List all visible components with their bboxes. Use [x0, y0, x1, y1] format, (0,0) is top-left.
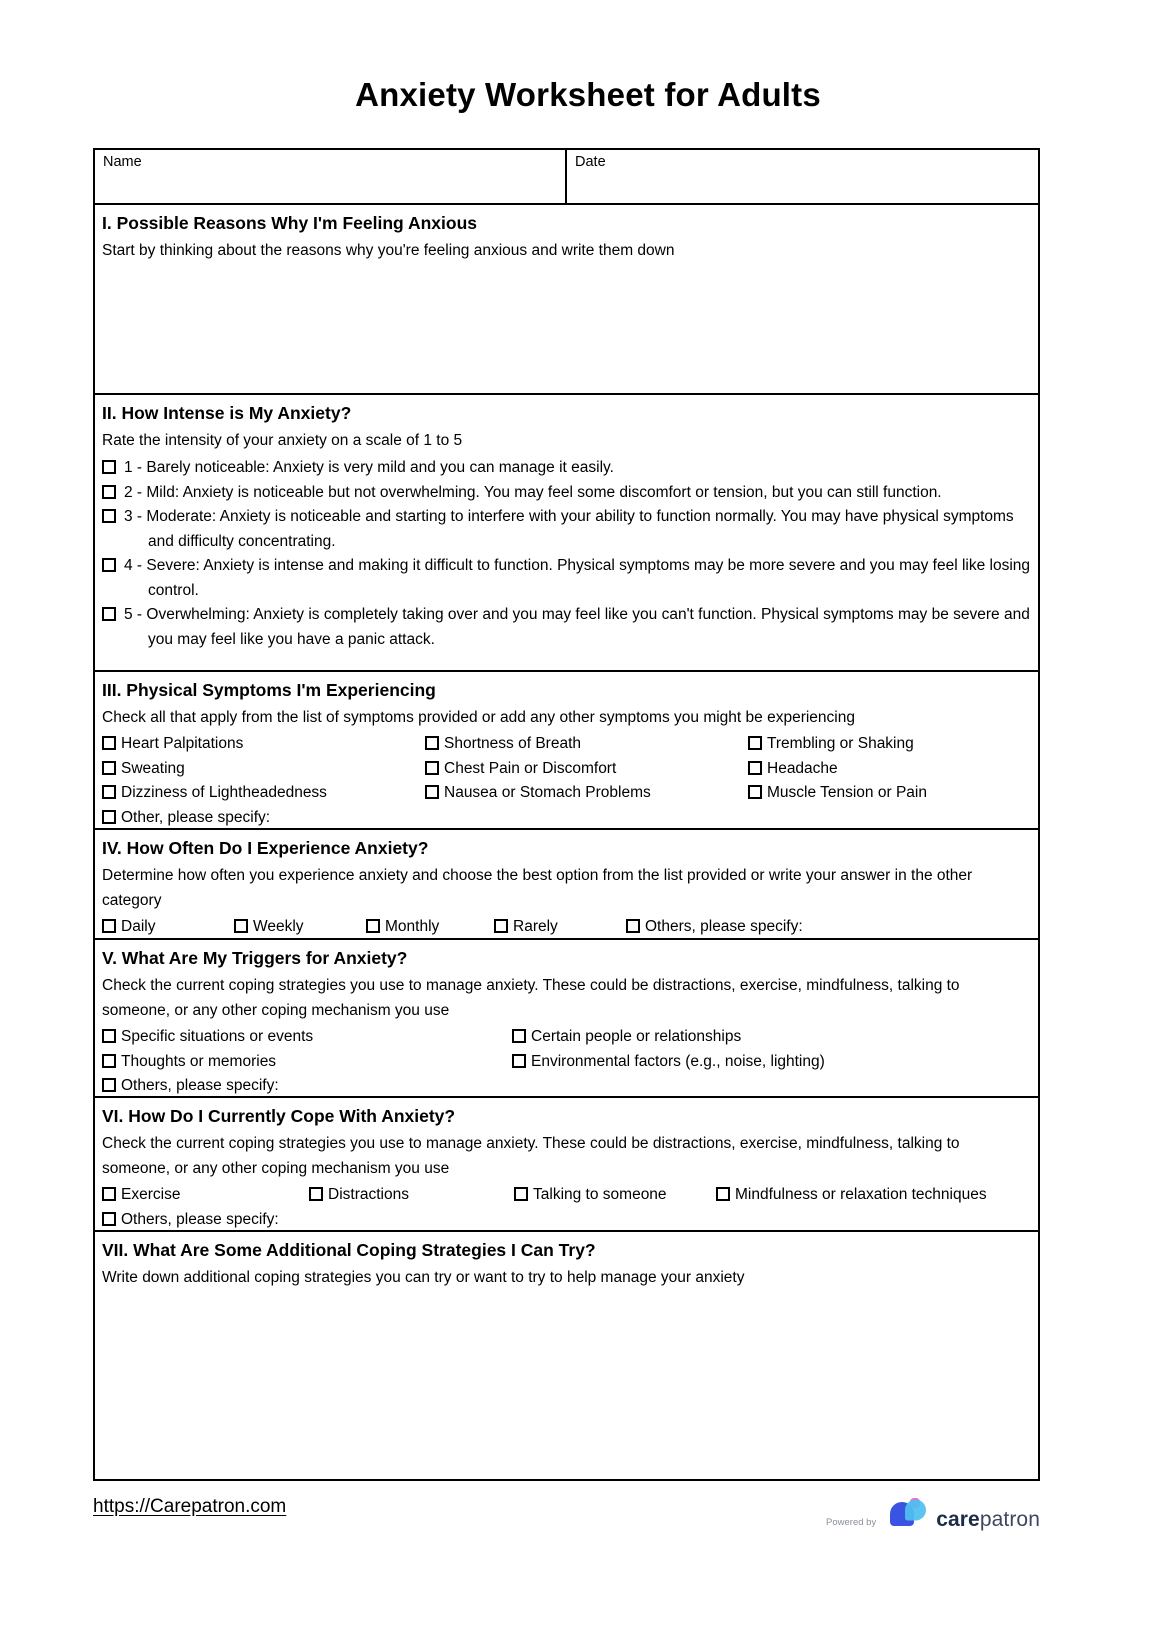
coping-label: Distractions [328, 1186, 409, 1203]
checkbox-intensity-5[interactable] [102, 607, 116, 621]
powered-by-label: Powered by [826, 1516, 877, 1528]
intensity-5-label: 5 - Overwhelming: Anxiety is completely taking over and you may feel like you can't function. Physical symptoms may be severe and you may feel like you have a panic attack. [124, 606, 1030, 648]
carepatron-brand [826, 1498, 1040, 1540]
section-7-heading: VII. What Are Some Additional Coping Strategies I Can Try? [102, 1240, 596, 1260]
checkbox-distractions[interactable] [309, 1187, 323, 1201]
coping-label: Exercise [121, 1186, 181, 1203]
section-6-heading: VI. How Do I Currently Cope With Anxiety? [102, 1106, 456, 1126]
list-item [512, 1025, 1031, 1050]
symptom-label: Muscle Tension or Pain [767, 784, 927, 801]
checkbox-certain-people[interactable] [512, 1029, 526, 1043]
section-additional-strategies[interactable] [95, 1230, 1038, 1479]
section-2-description: Rate the intensity of your anxiety on a scale of 1 to 5 [102, 432, 463, 449]
coping-label: Mindfulness or relaxation techniques [735, 1186, 987, 1203]
name-field[interactable] [95, 150, 567, 203]
symptom-label: Dizziness of Lightheadedness [121, 784, 327, 801]
list-item [102, 757, 425, 782]
carepatron-link[interactable]: https://Carepatron.com [93, 1496, 287, 1517]
section-1-heading: I. Possible Reasons Why I'm Feeling Anxious [102, 213, 477, 233]
list-item [309, 1183, 514, 1208]
worksheet-form [93, 148, 1040, 1481]
section-7-description: Write down additional coping strategies you can try or want to try to help manage your anxiety [102, 1269, 745, 1286]
brand-name [936, 1508, 1040, 1532]
triggers-grid [102, 1025, 1031, 1074]
trigger-label: Certain people or relationships [531, 1028, 742, 1045]
section-5-description: Check the current coping strategies you use to manage anxiety. These could be distractions, exercise, mindfulness, talking to someone, or any other coping mechanism you use [102, 977, 960, 1019]
section-3-description: Check all that apply from the list of symptoms provided or add any other symptoms you might be experiencing [102, 709, 855, 726]
checkbox-sweating[interactable] [102, 761, 116, 775]
section-6-description: Check the current coping strategies you use to manage anxiety. These could be distractions, exercise, mindfulness, talking to someone, or any other coping mechanism you use [102, 1135, 960, 1177]
symptoms-grid [102, 732, 1031, 806]
symptom-label: Nausea or Stomach Problems [444, 784, 651, 801]
list-item [234, 915, 366, 940]
list-item [102, 732, 425, 757]
list-item [102, 1183, 309, 1208]
section-anxiety-frequency [95, 828, 1038, 938]
checkbox-talking-to-someone[interactable] [514, 1187, 528, 1201]
brand-patron: patron [979, 1508, 1040, 1531]
checkbox-exercise[interactable] [102, 1187, 116, 1201]
symptom-label: Headache [767, 759, 838, 777]
list-item [425, 781, 748, 806]
checkbox-frequency-other[interactable] [626, 919, 640, 933]
frequency-label: Rarely [513, 918, 558, 935]
checkbox-trembling-shaking[interactable] [748, 736, 762, 750]
page-title: Anxiety Worksheet for Adults [355, 76, 821, 113]
checkbox-intensity-2[interactable] [102, 485, 116, 499]
checkbox-intensity-3[interactable] [102, 509, 116, 523]
checkbox-daily[interactable] [102, 919, 116, 933]
list-item [102, 1025, 512, 1050]
section-1-description: Start by thinking about the reasons why you're feeling anxious and write them down [102, 242, 675, 259]
list-item [102, 1050, 512, 1075]
list-item [102, 1074, 1031, 1099]
list-item [626, 915, 803, 940]
frequency-other-label: Others, please specify: [645, 918, 803, 935]
carepatron-logo-icon [888, 1498, 928, 1540]
intensity-1-label: 1 - Barely noticeable: Anxiety is very mild and you can manage it easily. [124, 459, 614, 476]
checkbox-weekly[interactable] [234, 919, 248, 933]
checkbox-dizziness[interactable] [102, 785, 116, 799]
checkbox-environmental-factors[interactable] [512, 1054, 526, 1068]
list-item [102, 505, 1031, 554]
list-item [494, 915, 626, 940]
checkbox-shortness-of-breath[interactable] [425, 736, 439, 750]
coping-other-label: Others, please specify: [121, 1210, 279, 1228]
list-item [425, 757, 748, 782]
list-item [102, 806, 1031, 831]
symptom-other-label: Other, please specify: [121, 808, 271, 826]
name-date-row [95, 150, 1038, 205]
section-4-heading: IV. How Often Do I Experience Anxiety? [102, 838, 429, 858]
intensity-2-label: 2 - Mild: Anxiety is noticeable but not overwhelming. You may feel some discomfort or tension, but you can still function. [124, 483, 942, 501]
checkbox-mindfulness[interactable] [716, 1187, 730, 1201]
list-item [102, 1208, 1031, 1233]
list-item [748, 757, 1031, 782]
trigger-label: Environmental factors (e.g., noise, lighting) [531, 1052, 825, 1070]
list-item [748, 732, 1031, 757]
section-5-heading: V. What Are My Triggers for Anxiety? [102, 948, 408, 968]
list-item [716, 1183, 987, 1208]
intensity-scale-list [102, 456, 1031, 652]
list-item [366, 915, 494, 940]
section-anxiety-intensity [95, 393, 1038, 670]
section-4-description: Determine how often you experience anxiety and choose the best option from the list provided or write your answer in the other category [102, 867, 973, 909]
section-physical-symptoms [95, 670, 1038, 828]
checkbox-specific-situations[interactable] [102, 1029, 116, 1043]
checkbox-trigger-other[interactable] [102, 1078, 116, 1092]
section-2-heading: II. How Intense is My Anxiety? [102, 403, 352, 423]
section-3-heading: III. Physical Symptoms I'm Experiencing [102, 680, 436, 700]
list-item [102, 915, 234, 940]
symptom-label: Shortness of Breath [444, 735, 581, 752]
checkbox-symptom-other[interactable] [102, 810, 116, 824]
list-item [102, 456, 1031, 481]
footer [93, 1496, 1040, 1540]
section-possible-reasons[interactable] [95, 205, 1038, 393]
trigger-other-label: Others, please specify: [121, 1077, 279, 1094]
list-item [102, 554, 1031, 603]
date-label: Date [575, 154, 606, 170]
checkbox-rarely[interactable] [494, 919, 508, 933]
date-field[interactable] [567, 150, 1038, 203]
checkbox-muscle-tension[interactable] [748, 785, 762, 799]
coping-options-row [102, 1183, 1031, 1208]
list-item [514, 1183, 716, 1208]
checkbox-intensity-1[interactable] [102, 460, 116, 474]
coping-label: Talking to someone [533, 1186, 667, 1203]
intensity-4-label: 4 - Severe: Anxiety is intense and making it difficult to function. Physical symptoms may be more severe and you may feel like losing control. [124, 557, 1031, 599]
frequency-label: Weekly [253, 918, 304, 935]
list-item [425, 732, 748, 757]
list-item [102, 481, 1031, 506]
name-label: Name [103, 154, 142, 170]
intensity-3-label: 3 - Moderate: Anxiety is noticeable and starting to interfere with your ability to function normally. You may have physical symptoms and difficulty concentrating. [124, 508, 1014, 550]
frequency-label: Monthly [385, 918, 440, 935]
trigger-label: Thoughts or memories [121, 1052, 277, 1070]
checkbox-intensity-4[interactable] [102, 558, 116, 572]
symptom-label: Chest Pain or Discomfort [444, 759, 617, 777]
section-coping-strategies [95, 1096, 1038, 1230]
frequency-options-row [102, 915, 1031, 940]
checkbox-chest-pain[interactable] [425, 761, 439, 775]
trigger-label: Specific situations or events [121, 1028, 314, 1045]
checkbox-coping-other[interactable] [102, 1212, 116, 1226]
checkbox-thoughts-memories[interactable] [102, 1054, 116, 1068]
symptom-label: Sweating [121, 759, 185, 777]
checkbox-nausea[interactable] [425, 785, 439, 799]
symptom-label: Heart Palpitations [121, 735, 244, 752]
frequency-label: Daily [121, 918, 156, 935]
list-item [748, 781, 1031, 806]
checkbox-headache[interactable] [748, 761, 762, 775]
list-item [102, 603, 1031, 652]
symptom-label: Trembling or Shaking [767, 735, 914, 752]
checkbox-monthly[interactable] [366, 919, 380, 933]
section-anxiety-triggers [95, 938, 1038, 1096]
brand-care: care [936, 1508, 980, 1531]
checkbox-heart-palpitations[interactable] [102, 736, 116, 750]
list-item [512, 1050, 1031, 1075]
list-item [102, 781, 425, 806]
